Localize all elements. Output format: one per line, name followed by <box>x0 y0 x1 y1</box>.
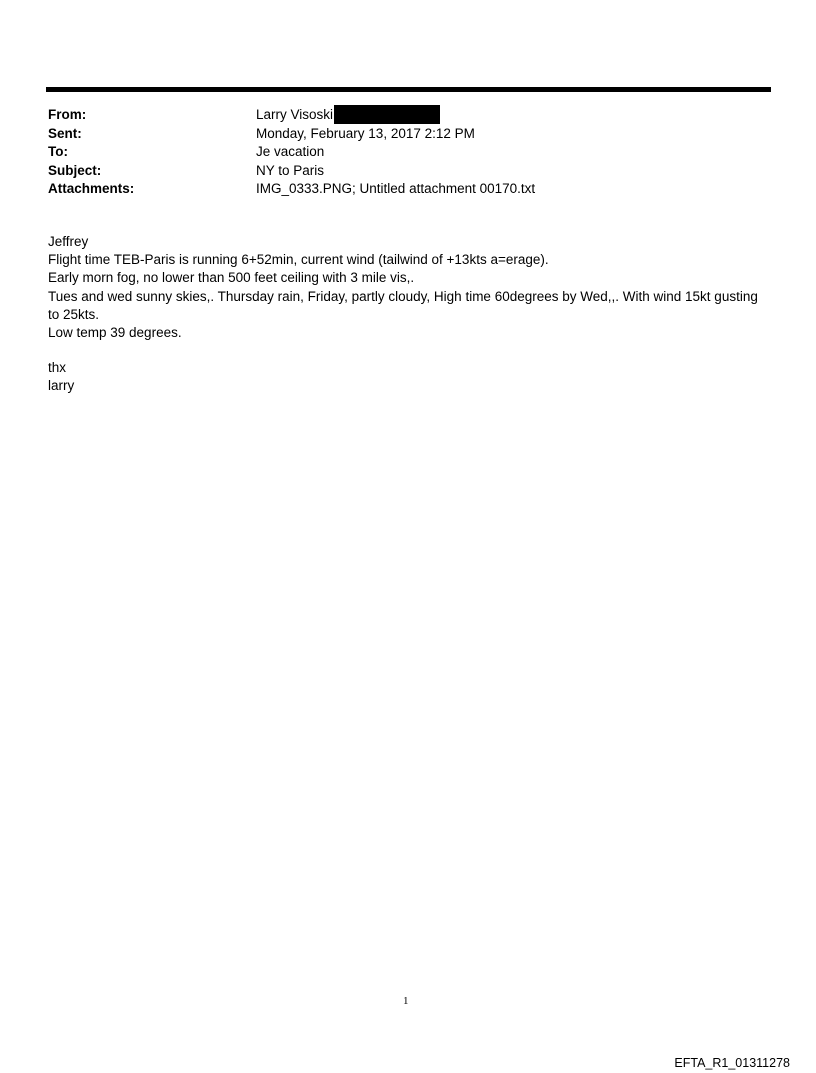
to-row <box>48 143 768 162</box>
from-value-wrap <box>256 106 440 125</box>
subject-row <box>48 162 768 181</box>
from-value: Larry Visoski <box>256 107 334 122</box>
attachments-row <box>48 180 768 199</box>
document-id: EFTA_R1_01311278 <box>674 1056 790 1070</box>
attachments-value: IMG_0333.PNG; Untitled attachment 00170.txt <box>256 181 536 196</box>
signature: larry <box>48 378 75 394</box>
from-label: From: <box>48 107 87 122</box>
subject-value: NY to Paris <box>256 162 325 178</box>
signoff: thx <box>48 360 67 376</box>
header-divider <box>46 87 771 92</box>
email-headers <box>48 106 768 199</box>
to-value: Je vacation <box>256 144 325 159</box>
from-row <box>48 106 768 125</box>
page-number: 1 <box>403 995 409 1007</box>
sent-label: Sent: <box>48 125 82 141</box>
greeting: Jeffrey <box>48 234 89 249</box>
body-line: Flight time TEB-Paris is running 6+52min, current wind (tailwind of +13kts a=erage). <box>48 252 549 268</box>
email-body <box>48 233 770 396</box>
body-line: Tues and wed sunny skies,. Thursday rain, Friday, partly cloudy, High time 60degrees by Wed,,. With wind 15kt gusting to 25kts. <box>48 288 758 322</box>
subject-label: Subject: <box>48 162 102 178</box>
to-label: To: <box>48 144 68 159</box>
body-line: Low temp 39 degrees. <box>48 325 182 341</box>
attachments-label: Attachments: <box>48 181 135 196</box>
sent-row <box>48 125 768 144</box>
sent-value: Monday, February 13, 2017 2:12 PM <box>256 125 475 141</box>
body-line: Early morn fog, no lower than 500 feet ceiling with 3 mile vis,. <box>48 270 415 286</box>
redaction-block <box>334 105 440 124</box>
paragraph-gap <box>48 342 770 359</box>
